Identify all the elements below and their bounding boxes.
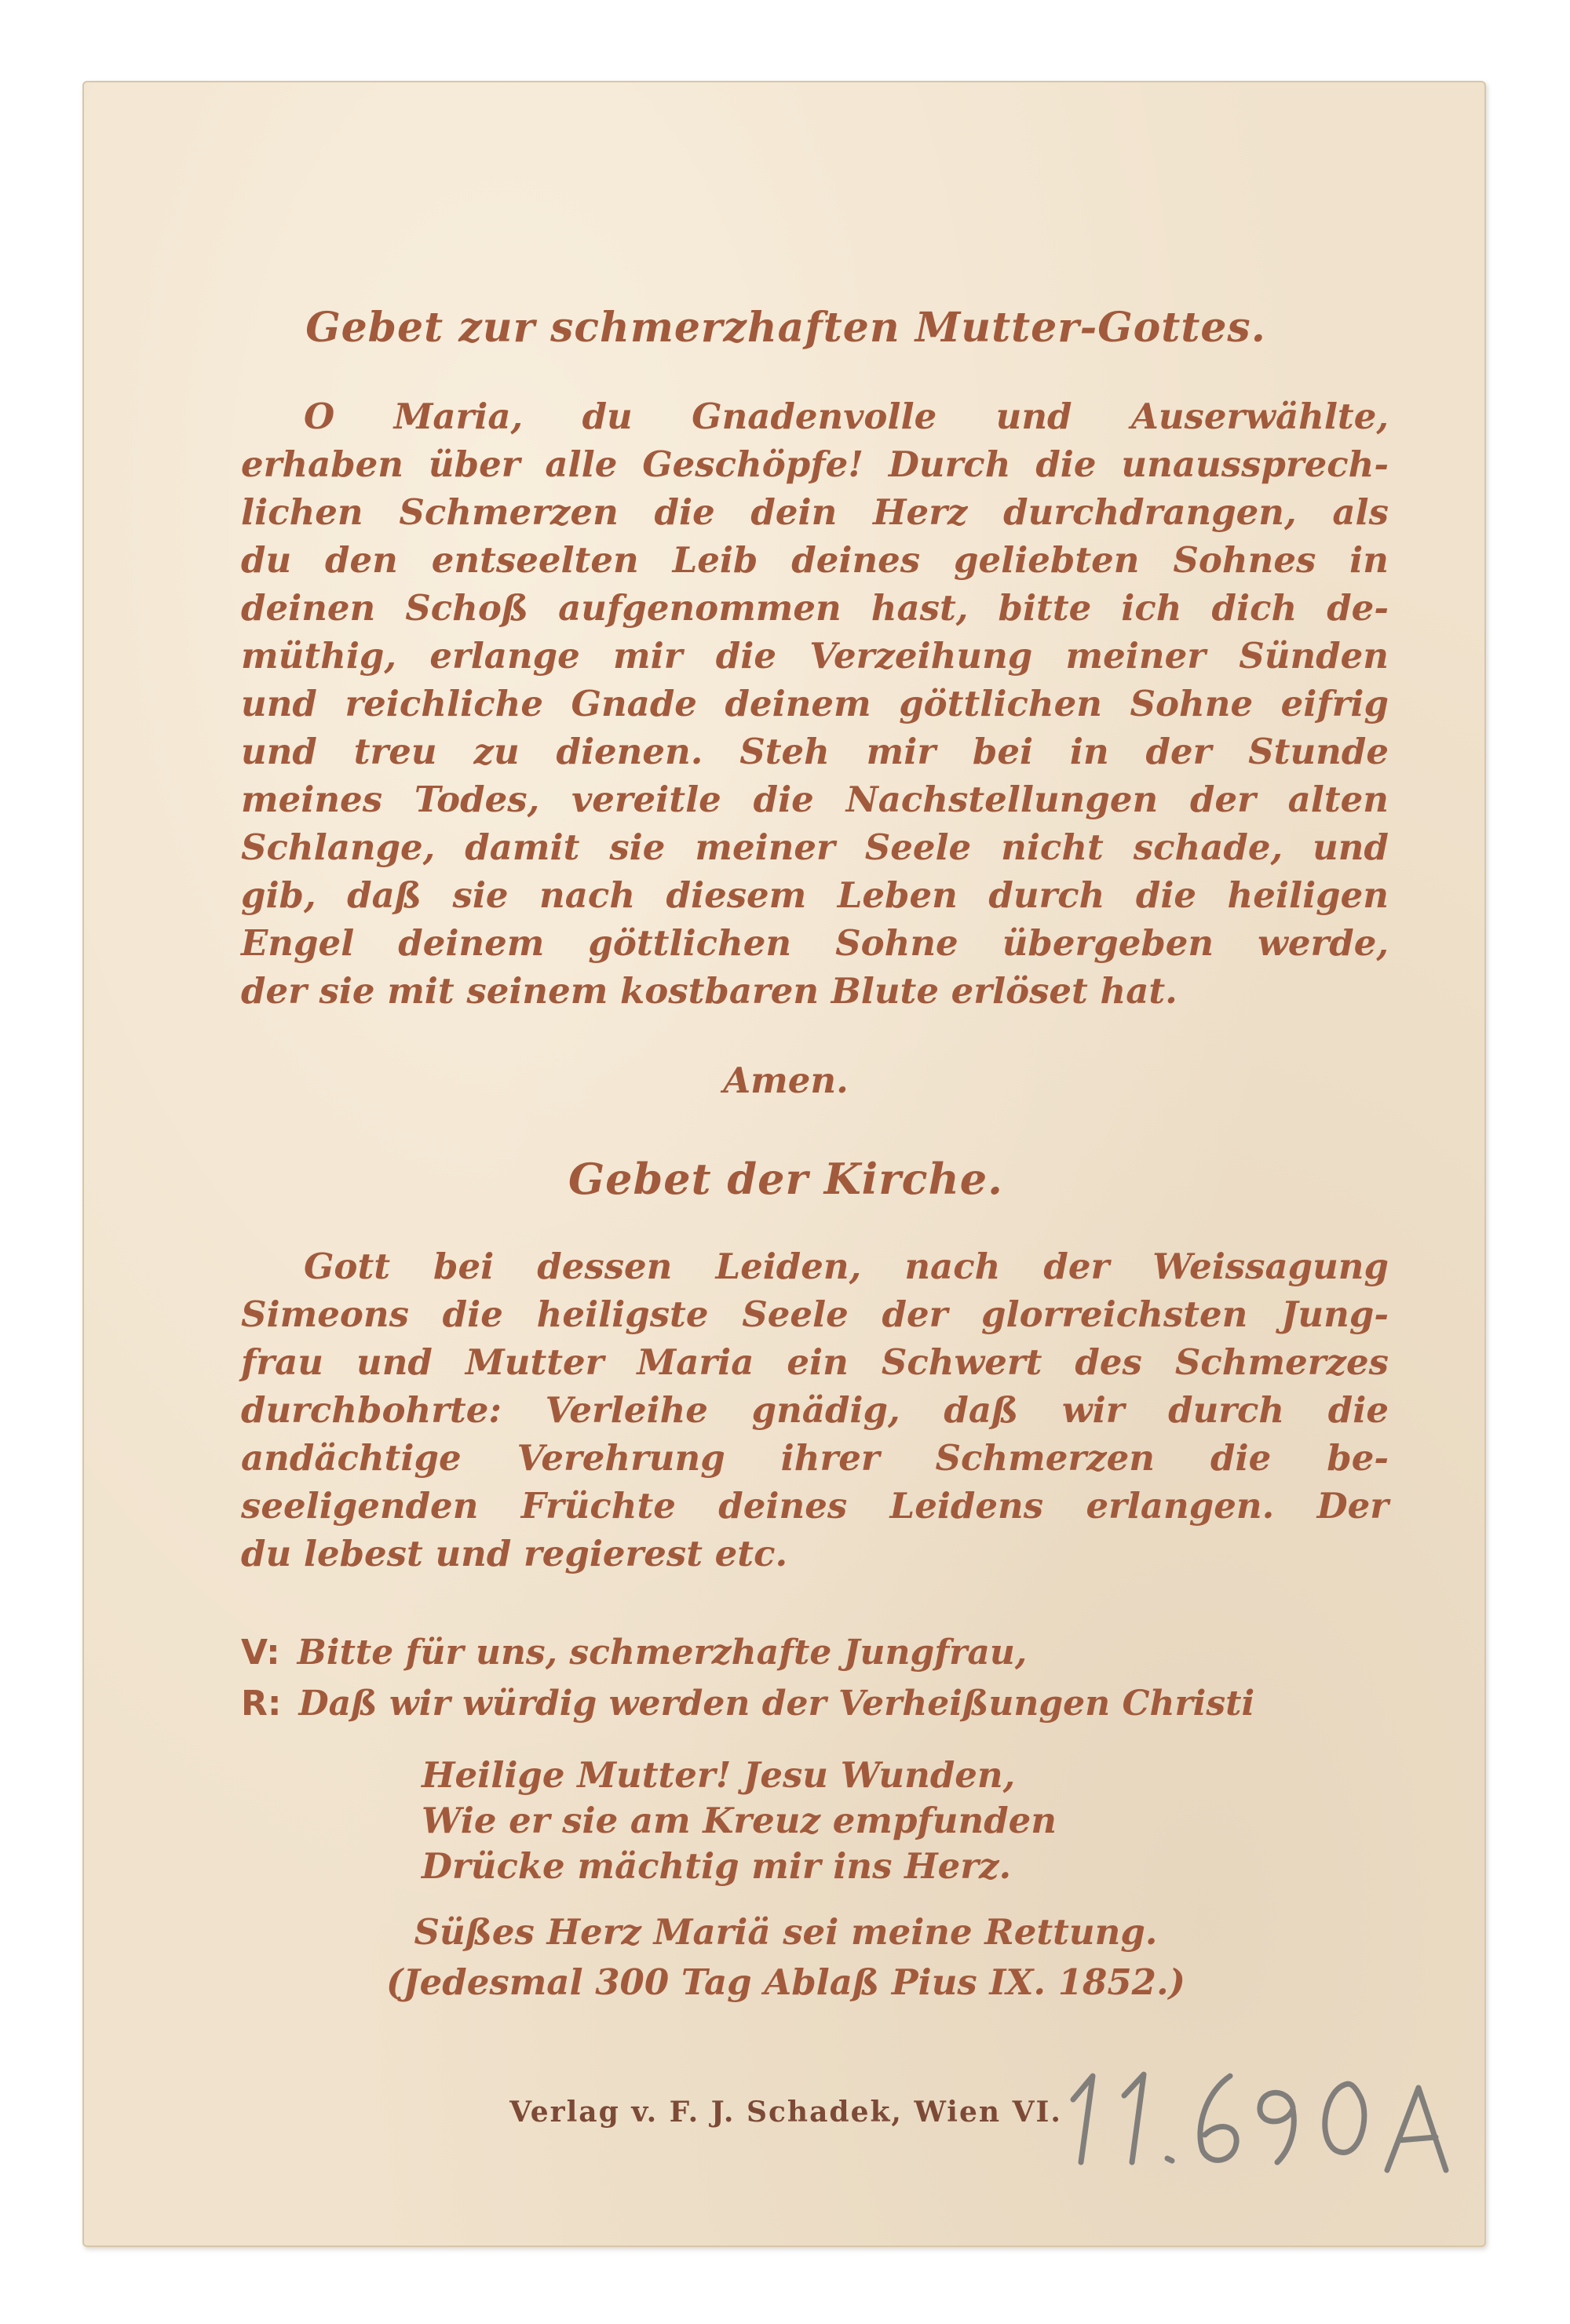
versicle-line: [241, 1633, 1027, 1673]
response-tag: R:: [241, 1684, 282, 1724]
response-line: [241, 1684, 1254, 1724]
amen-line: Amen.: [723, 1060, 849, 1101]
prayer-line: Schlange, damit sie meiner Seele nicht schade, und: [241, 826, 1389, 868]
prayer-line: seeligenden Früchte deines Leidens erlangen. Der: [241, 1485, 1389, 1527]
prayer-line: Engel deinem göttlichen Sohne übergeben werde,: [241, 922, 1389, 964]
prayer-line: Gott bei dessen Leiden, nach der Weissagung: [304, 1246, 1389, 1287]
prayer-line: und treu zu dienen. Steh mir bei in der Stunde: [241, 731, 1389, 772]
closing-invocation: Süßes Herz Mariä sei meine Rettung.: [414, 1911, 1158, 1953]
prayer-paragraph-church: [241, 1242, 1389, 1578]
prayer-card: [82, 81, 1486, 2247]
hymn-verse: [422, 1753, 1057, 1889]
prayer-line: der sie mit seinem kostbaren Blute erlöset hat.: [241, 970, 1178, 1012]
verse-line: Heilige Mutter! Jesu Wunden,: [422, 1754, 1016, 1796]
versicle-text: Bitte für uns, schmerzhafte Jungfrau,: [297, 1633, 1028, 1673]
publisher-imprint: Verlag v. F. J. Schadek, Wien VI.: [509, 2096, 1062, 2129]
prayer-line: erhaben über alle Geschöpfe! Durch die unaussprech-: [241, 443, 1389, 485]
prayer-line: du den entseelten Leib deines geliebten Sohnes in: [241, 539, 1389, 581]
prayer-line: O Maria, du Gnadenvolle und Auserwählte,: [304, 396, 1389, 437]
title-church-prayer: Gebet der Kirche.: [568, 1154, 1003, 1204]
prayer-line: gib, daß sie nach diesem Leben durch die heiligen: [241, 874, 1389, 916]
prayer-paragraph-mary: [241, 392, 1389, 1015]
prayer-line: du lebest und regierest etc.: [241, 1533, 788, 1574]
prayer-line: deinen Schoß aufgenommen hast, bitte ich dich de-: [241, 587, 1389, 629]
verse-line: Wie er sie am Kreuz empfunden: [422, 1800, 1057, 1841]
prayer-line: müthig, erlange mir die Verzeihung meiner Sünden: [241, 635, 1389, 677]
prayer-line: frau und Mutter Maria ein Schwert des Schmerzes: [241, 1341, 1389, 1383]
prayer-line: durchbohrte: Verleihe gnädig, daß wir durch die: [241, 1389, 1389, 1431]
indulgence-note: (Jedesmal 300 Tag Ablaß Pius IX. 1852.): [386, 1961, 1185, 2003]
prayer-line: lichen Schmerzen die dein Herz durchdrangen, als: [241, 491, 1389, 533]
verse-line: Drücke mächtig mir ins Herz.: [422, 1845, 1012, 1887]
prayer-line: Simeons die heiligste Seele der glorreichsten Jung-: [241, 1293, 1389, 1335]
prayer-line: meines Todes, vereitle die Nachstellungen der alten: [241, 779, 1389, 820]
versicle-tag: V:: [241, 1633, 280, 1673]
title-mother-of-god-prayer: Gebet zur schmerzhaften Mutter-Gottes.: [305, 304, 1266, 352]
prayer-line: und reichliche Gnade deinem göttlichen Sohne eifrig: [241, 683, 1389, 724]
response-text: Daß wir würdig werden der Verheißungen Christi: [298, 1684, 1255, 1724]
prayer-line: andächtige Verehrung ihrer Schmerzen die be-: [241, 1437, 1389, 1479]
